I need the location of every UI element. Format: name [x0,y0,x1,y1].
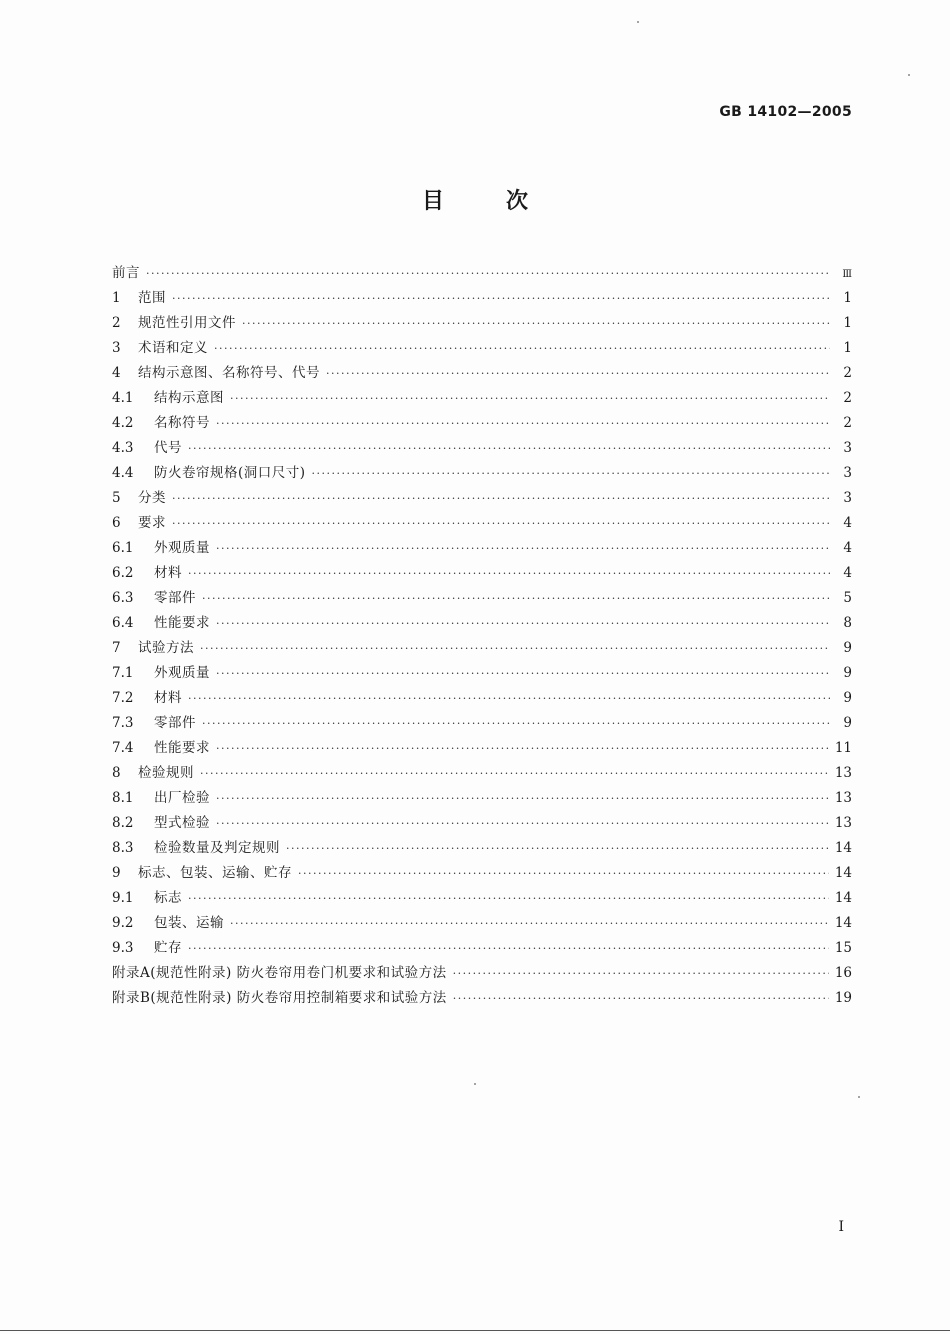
toc-entry-page: 11 [834,740,852,756]
toc-leader-dots [172,286,830,311]
toc-entry-page: 14 [834,915,852,931]
toc-leader-dots [188,936,829,961]
toc-entry-number: 5 [112,490,121,506]
toc-entry-page: 9 [843,690,852,706]
toc-entry[interactable] [112,361,852,386]
toc-entry[interactable] [112,461,852,486]
page-number: I [838,1219,844,1235]
toc-entry[interactable] [112,736,852,761]
toc-entry-label: 结构示意图 [154,390,224,406]
toc-entry-label: 结构示意图、名称符号、代号 [138,365,320,381]
toc-entry[interactable] [112,536,852,561]
toc-entry[interactable] [112,511,852,536]
toc-entry[interactable] [112,986,852,1011]
toc-entry-label: 零部件 [154,715,196,731]
toc-entry-number: 4.4 [112,465,134,481]
page-title: 目次 [421,189,590,214]
toc-entry-page: 15 [834,940,852,956]
toc-entry-label: 要求 [138,515,166,531]
scan-speck [908,74,910,76]
toc-entry-page: 5 [843,590,852,606]
toc-leader-dots [216,536,830,561]
toc-entry-page: 9 [843,665,852,681]
toc-entry-label: 材料 [154,565,182,581]
toc-entry[interactable] [112,836,852,861]
toc-entry[interactable] [112,611,852,636]
toc-leader-dots [216,661,830,686]
toc-entry-label: 零部件 [154,590,196,606]
toc-entry[interactable] [112,386,852,411]
toc-entry-number: 3 [112,340,121,356]
toc-entry-page: 13 [834,815,852,831]
toc-entry-number: 6 [112,515,121,531]
table-of-contents [112,261,852,1011]
toc-entry-label: 附录B(规范性附录) 防火卷帘用控制箱要求和试验方法 [112,990,447,1006]
toc-entry-number: 4.3 [112,440,134,456]
toc-leader-dots [172,511,830,536]
toc-entry-page: 4 [843,565,852,581]
bottom-edge-line [0,1330,950,1331]
toc-entry-page: 2 [843,365,852,381]
toc-entry-number: 4.2 [112,415,134,431]
toc-entry-label: 标志、包装、运输、贮存 [138,865,292,881]
toc-entry[interactable] [112,261,852,286]
toc-entry-page: 14 [834,890,852,906]
scan-speck [858,1096,860,1098]
toc-entry-page: 14 [834,865,852,881]
toc-entry-number: 8.3 [112,840,134,856]
toc-entry-number: 8.1 [112,790,134,806]
toc-entry-label: 型式检验 [154,815,210,831]
toc-entry[interactable] [112,886,852,911]
toc-entry[interactable] [112,286,852,311]
toc-entry-page: 3 [843,490,852,506]
toc-leader-dots [286,836,829,861]
toc-leader-dots [216,736,829,761]
toc-entry-page: 9 [843,715,852,731]
toc-leader-dots [188,436,830,461]
toc-entry[interactable] [112,786,852,811]
toc-entry[interactable] [112,686,852,711]
toc-entry-page: 14 [834,840,852,856]
scan-speck [637,21,639,23]
toc-entry[interactable] [112,636,852,661]
toc-leader-dots [200,761,829,786]
toc-entry-label: 贮存 [154,940,182,956]
toc-leader-dots [202,711,830,736]
toc-leader-dots [202,586,830,611]
toc-entry-page: 4 [843,540,852,556]
toc-entry[interactable] [112,661,852,686]
toc-leader-dots [188,886,829,911]
toc-leader-dots [230,386,830,411]
toc-entry-label: 代号 [154,440,182,456]
toc-entry[interactable] [112,811,852,836]
toc-leader-dots [453,961,829,986]
toc-leader-dots [326,361,830,386]
toc-leader-dots [188,686,830,711]
toc-entry-label: 范围 [138,290,166,306]
toc-entry-number: 4.1 [112,390,134,406]
scan-speck [474,1083,476,1085]
toc-entry-number: 6.1 [112,540,134,556]
toc-entry[interactable] [112,711,852,736]
toc-entry-label: 材料 [154,690,182,706]
toc-entry-page: 16 [834,965,852,981]
toc-entry-page: 9 [843,640,852,656]
toc-entry-label: 检验数量及判定规则 [154,840,280,856]
toc-entry-label: 标志 [154,890,182,906]
toc-entry-page: 19 [834,990,852,1006]
toc-entry-number: 1 [112,290,121,306]
toc-entry-number: 7.3 [112,715,134,731]
toc-entry-number: 9.1 [112,890,134,906]
toc-entry[interactable] [112,911,852,936]
toc-entry[interactable] [112,961,852,986]
toc-leader-dots [312,461,830,486]
toc-entry-page: 1 [843,340,852,356]
toc-leader-dots [188,561,830,586]
toc-leader-dots [146,261,830,286]
toc-leader-dots [200,636,830,661]
toc-leader-dots [216,786,829,811]
toc-entry-label: 防火卷帘规格(洞口尺寸) [154,465,306,481]
toc-entry-label: 检验规则 [138,765,194,781]
toc-entry-label: 性能要求 [154,615,210,631]
toc-leader-dots [216,811,829,836]
toc-entry[interactable] [112,561,852,586]
toc-entry-page: 13 [834,765,852,781]
toc-leader-dots [242,311,830,336]
toc-entry[interactable] [112,336,852,361]
toc-leader-dots [298,861,829,886]
toc-entry-page: 8 [843,615,852,631]
toc-entry-label: 试验方法 [138,640,194,656]
toc-entry[interactable] [112,936,852,961]
toc-entry-page: 3 [843,465,852,481]
toc-entry-page: 13 [834,790,852,806]
toc-entry-page: Ⅲ [842,269,852,280]
toc-entry-number: 9.2 [112,915,134,931]
toc-entry-page: 1 [843,290,852,306]
toc-entry-number: 8.2 [112,815,134,831]
toc-entry[interactable] [112,486,852,511]
toc-entry-label: 名称符号 [154,415,210,431]
toc-leader-dots [214,336,830,361]
toc-entry-label: 出厂检验 [154,790,210,806]
toc-entry-page: 3 [843,440,852,456]
toc-entry-number: 6.3 [112,590,134,606]
toc-entry-number: 4 [112,365,121,381]
toc-entry-label: 外观质量 [154,540,210,556]
toc-entry-label: 性能要求 [154,740,210,756]
toc-entry-label: 包装、运输 [154,915,224,931]
toc-entry-page: 2 [843,390,852,406]
standard-number: GB 14102—2005 [719,104,852,120]
toc-entry[interactable] [112,861,852,886]
toc-leader-dots [216,611,830,636]
toc-entry-number: 6.4 [112,615,134,631]
toc-entry-label: 分类 [138,490,166,506]
toc-entry-label: 外观质量 [154,665,210,681]
toc-leader-dots [216,411,830,436]
toc-entry-number: 7 [112,640,121,656]
toc-entry[interactable] [112,761,852,786]
toc-entry[interactable] [112,586,852,611]
toc-entry[interactable] [112,311,852,336]
toc-entry-number: 2 [112,315,121,331]
toc-leader-dots [453,986,829,1011]
toc-entry-page: 1 [843,315,852,331]
toc-entry-number: 6.2 [112,565,134,581]
toc-entry-number: 7.1 [112,665,134,681]
toc-entry[interactable] [112,411,852,436]
toc-entry-number: 8 [112,765,121,781]
toc-leader-dots [230,911,829,936]
toc-entry-label: 附录A(规范性附录) 防火卷帘用卷门机要求和试验方法 [112,965,447,981]
toc-entry-label: 术语和定义 [138,340,208,356]
toc-entry-page: 2 [843,415,852,431]
toc-entry-page: 4 [843,515,852,531]
toc-entry-number: 9 [112,865,121,881]
toc-entry-number: 9.3 [112,940,134,956]
toc-entry[interactable] [112,436,852,461]
toc-entry-number: 7.2 [112,690,134,706]
toc-entry-label: 规范性引用文件 [138,315,236,331]
toc-leader-dots [172,486,830,511]
toc-entry-label: 前言 [112,265,140,281]
toc-entry-number: 7.4 [112,740,134,756]
